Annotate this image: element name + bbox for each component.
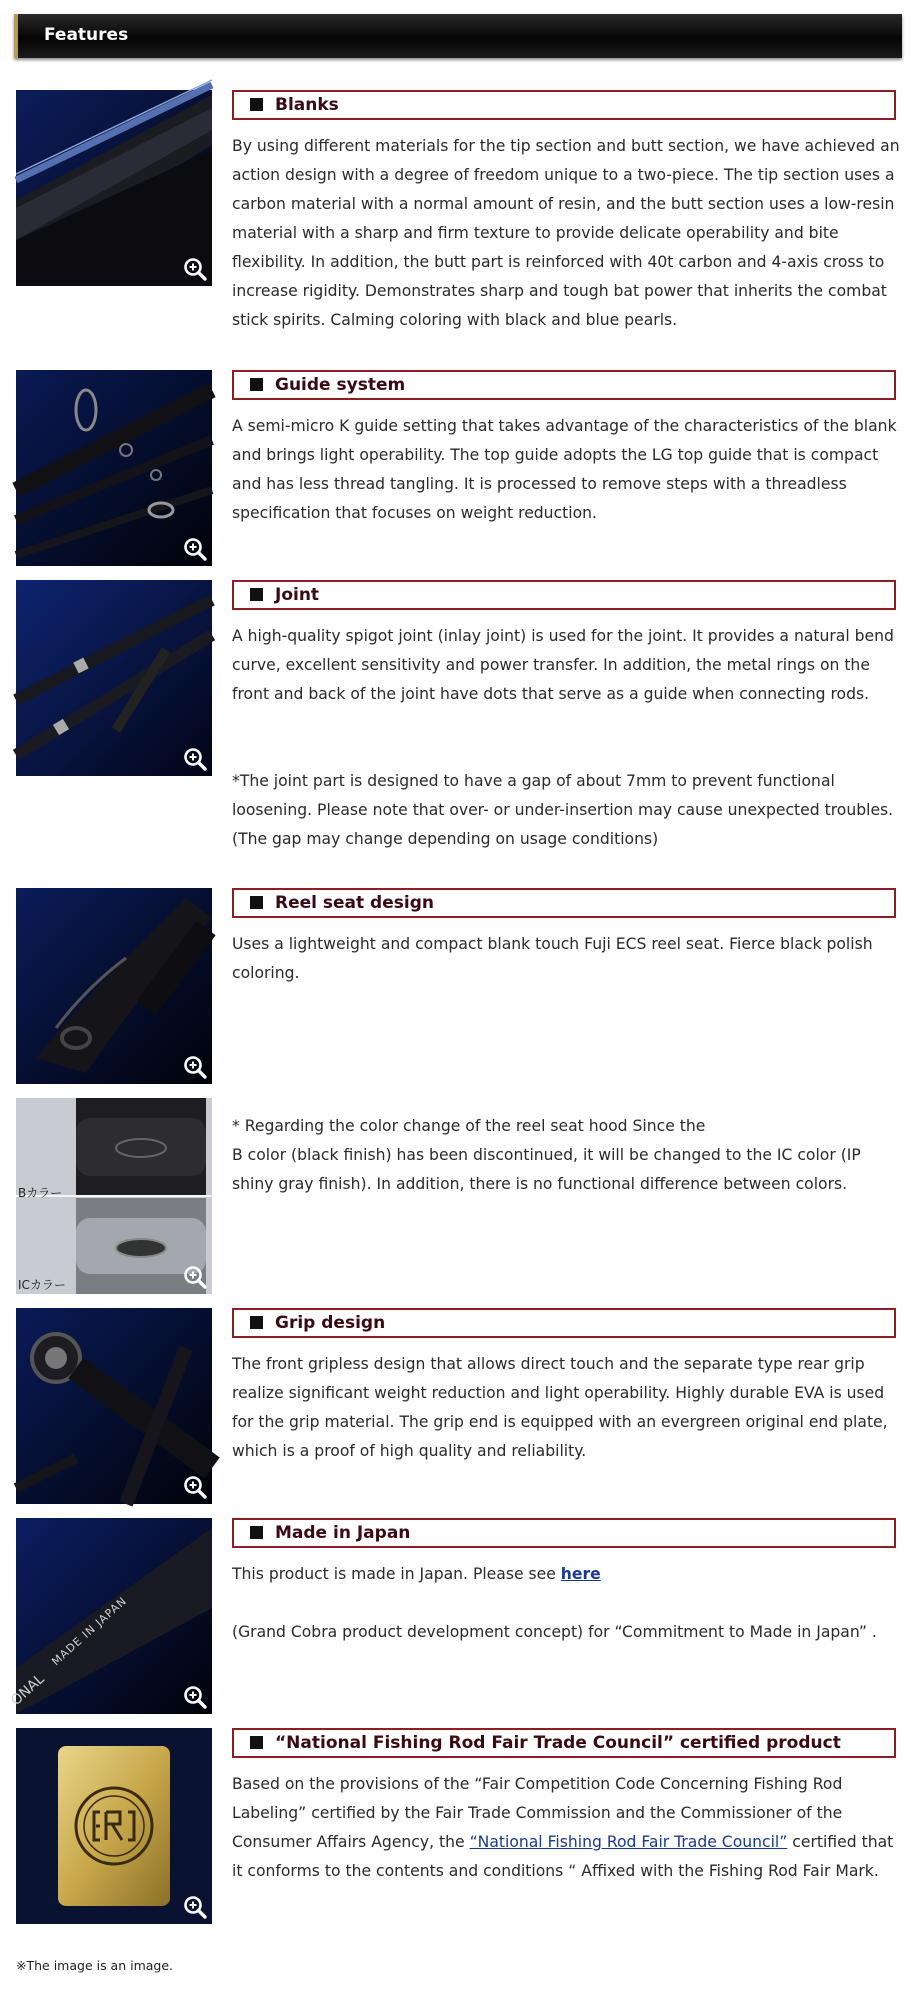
- image-footnote: ※The image is an image.: [16, 1958, 174, 1973]
- square-bullet-icon: [250, 1526, 263, 1539]
- blanks-title: Blanks: [232, 90, 896, 120]
- grip-description: The front gripless design that allows direct touch and the separate type rear grip realize significant weight reduction and light operability. Highly durable EVA is used for the grip material. The grip end is equipped with an evergreen original end plate, which is a proof of high quality and reliability.: [232, 1355, 888, 1460]
- zoom-icon[interactable]: [182, 1054, 208, 1080]
- square-bullet-icon: [250, 588, 263, 601]
- color-change-line2: B color (black finish) has been discontinued, it will be changed to the IC color (IP shiny gray finish). In addition, there is no functional difference between colors.: [232, 1146, 861, 1193]
- here-link[interactable]: here: [560, 1565, 601, 1583]
- features-title: Features: [44, 25, 129, 45]
- joint-description: A high-quality spigot joint (inlay joint) is used for the joint. It provides a natural bend curve, excellent sensitivity and power transfer. In addition, the metal rings on the front and back of the joint have dots that serve as a guide when connecting rods.: [232, 627, 894, 703]
- reel-seat-title: Reel seat design: [232, 888, 896, 918]
- joint-image[interactable]: [16, 580, 212, 776]
- b-color-label: Bカラー: [18, 1186, 63, 1200]
- fair-trade-mark-image[interactable]: [16, 1728, 212, 1924]
- grip-title: Grip design: [232, 1308, 896, 1338]
- made-in-japan-description: [232, 1560, 902, 1647]
- color-change-note: [232, 1112, 902, 1199]
- zoom-icon[interactable]: [182, 1264, 208, 1290]
- guide-system-description: A semi-micro K guide setting that takes advantage of the characteristics of the blank and brings light operability. The top guide adopts the LG top guide that is compact and has less thread tangling. It is processed to remove steps with a threadless specification that focuses on weight reduction.: [232, 417, 897, 522]
- guide-system-title: Guide system: [232, 370, 896, 400]
- blanks-image[interactable]: [16, 90, 212, 286]
- zoom-icon[interactable]: [182, 746, 208, 772]
- features-header: [14, 14, 902, 58]
- made-in-japan-line2: (Grand Cobra product development concept) for “Commitment to Made in Japan” .: [232, 1623, 877, 1641]
- color-comparison-image[interactable]: [16, 1098, 212, 1294]
- joint-note: *The joint part is designed to have a gap of about 7mm to prevent functional loosening. Please note that over- or under-insertion may cause unexpected troubles. (The gap may change depending on usage conditions): [232, 772, 894, 848]
- guide-system-image[interactable]: [16, 370, 212, 566]
- square-bullet-icon: [250, 1316, 263, 1329]
- square-bullet-icon: [250, 378, 263, 391]
- square-bullet-icon: [250, 98, 263, 111]
- fair-trade-title: “National Fishing Rod Fair Trade Council” certified product: [232, 1728, 896, 1758]
- made-in-japan-image[interactable]: [7, 1518, 212, 1714]
- fair-trade-council-link[interactable]: “National Fishing Rod Fair Trade Council”: [469, 1833, 788, 1851]
- grip-image[interactable]: [16, 1308, 212, 1504]
- made-in-japan-line1: This product is made in Japan. Please see here: [232, 1565, 601, 1583]
- color-change-line1: * Regarding the color change of the reel seat hood Since the: [232, 1117, 706, 1135]
- square-bullet-icon: [250, 1736, 263, 1749]
- square-bullet-icon: [250, 896, 263, 909]
- blanks-description: By using different materials for the tip section and butt section, we have achieved an action design with a degree of freedom unique to a two-piece. The tip section uses a carbon material with a normal amount of resin, and the butt section uses a low-resin material with a sharp and firm texture to provide delicate operability and bite flexibility. In addition, the butt part is reinforced with 40t carbon and 4-axis cross to increase rigidity. Demonstrates sharp and tough bat power that inherits the combat stick spirits. Calming coloring with black and blue pearls.: [232, 137, 900, 329]
- reel-seat-image[interactable]: [16, 888, 212, 1084]
- made-in-japan-title: Made in Japan: [232, 1518, 896, 1548]
- rod-text-fragment: ONAL: [7, 1671, 48, 1709]
- zoom-icon[interactable]: [182, 1684, 208, 1710]
- reel-seat-description: Uses a lightweight and compact blank touch Fuji ECS reel seat. Fierce black polish coloring.: [232, 935, 873, 982]
- fair-trade-description: Based on the provisions of the “Fair Competition Code Concerning Fishing Rod Labeling” certified by the Fair Trade Commission and the Commissioner of the Consumer Affairs Agency, the “National Fishing Rod Fair Trade Council” certified that it conforms to the contents and conditions “ Affixed with the Fishing Rod Fair Mark.: [232, 1775, 894, 1880]
- joint-title: Joint: [232, 580, 896, 610]
- made-in-japan-rod-text: MADE IN JAPAN: [49, 1594, 130, 1669]
- zoom-icon[interactable]: [182, 256, 208, 282]
- zoom-icon[interactable]: [182, 1474, 208, 1500]
- zoom-icon[interactable]: [182, 1894, 208, 1920]
- ic-color-label: ICカラー: [18, 1278, 66, 1292]
- zoom-icon[interactable]: [182, 536, 208, 562]
